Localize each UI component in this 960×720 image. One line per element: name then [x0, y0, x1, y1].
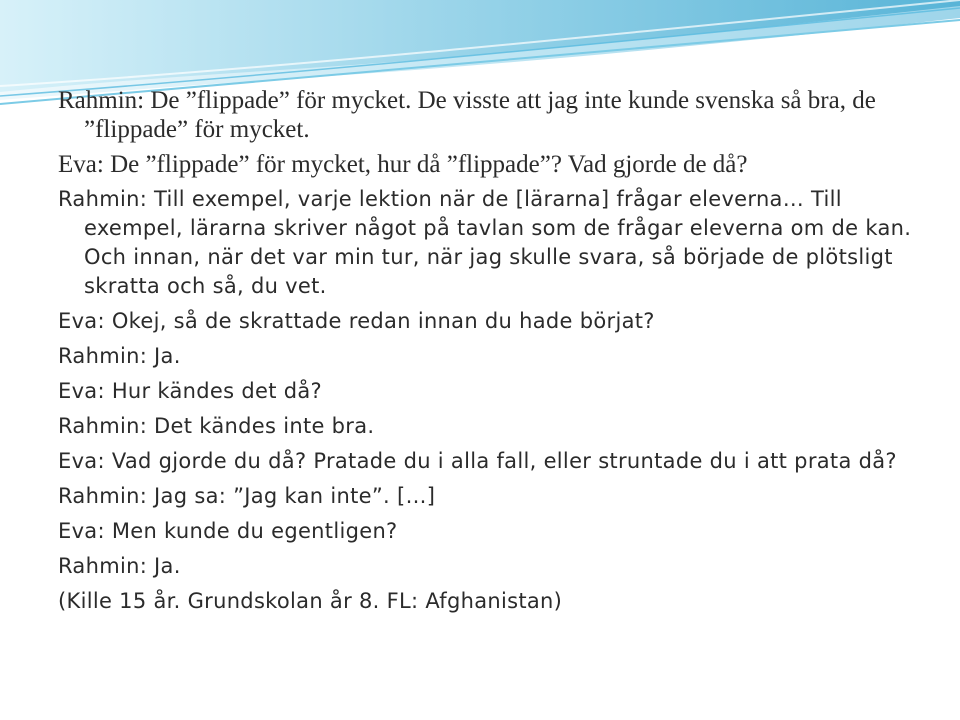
- transcript-line-11: Rahmin: Ja.: [58, 554, 181, 578]
- transcript-line-7: Rahmin: Det kändes inte bra.: [58, 414, 375, 438]
- transcript-line-2: Eva: De ”flippade” för mycket, hur då ”flippade”? Vad gjorde de då?: [58, 151, 748, 178]
- transcript-line-5: Rahmin: Ja.: [58, 344, 181, 368]
- transcript-source: (Kille 15 år. Grundskolan år 8. FL: Afghanistan): [58, 589, 563, 613]
- transcript-line-4: Eva: Okej, så de skrattade redan innan du hade börjat?: [58, 309, 655, 333]
- transcript-line-8: Eva: Vad gjorde du då? Pratade du i alla fall, eller struntade du i att prata då?: [58, 449, 897, 473]
- transcript-line-10: Eva: Men kunde du egentligen?: [58, 519, 398, 543]
- transcript-line-6: Eva: Hur kändes det då?: [58, 379, 322, 403]
- transcript-block: [58, 86, 918, 622]
- transcript-line-9: Rahmin: Jag sa: ”Jag kan inte”. […]: [58, 484, 436, 508]
- transcript-line-1: Rahmin: De ”flippade” för mycket. De visste att jag inte kunde svenska så bra, de ”flippade” för mycket.: [58, 87, 876, 143]
- transcript-line-3: Rahmin: Till exempel, varje lektion när de [lärarna] frågar eleverna… Till exempel, lärarna skriver något på tavlan som de frågar eleverna om de kan. Och innan, när det var min tur, när jag skulle svara, så började de plötsligt skratta och så, du vet.: [58, 187, 912, 298]
